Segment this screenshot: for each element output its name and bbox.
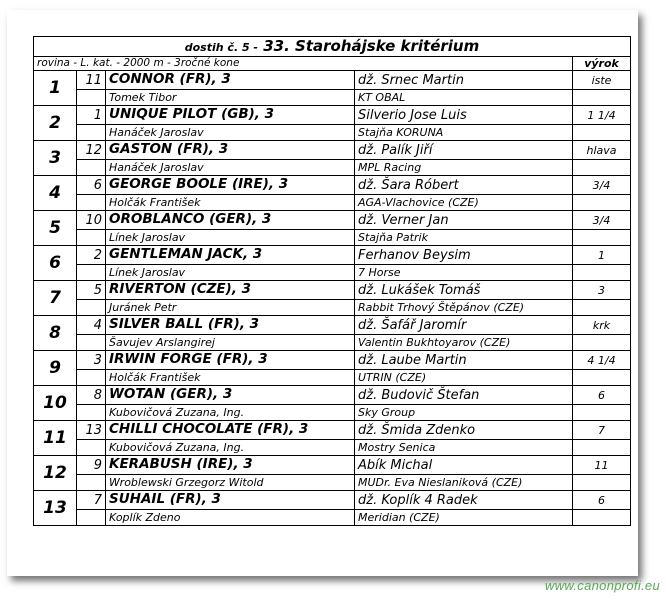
result-row	[34, 71, 631, 90]
owner-name: Sky Group	[355, 405, 573, 421]
result-row-detail	[34, 475, 631, 491]
result-row-detail	[34, 125, 631, 141]
place-cell: 4	[34, 176, 77, 211]
start-number-filler	[77, 125, 106, 141]
jockey-name: dž. Lukášek Tomáš	[355, 281, 573, 300]
start-number-filler	[77, 440, 106, 456]
result-row	[34, 141, 631, 160]
trainer-name: Koplík Zdeno	[106, 510, 355, 526]
jockey-name: dž. Srnec Martin	[355, 71, 573, 90]
jockey-name: dž. Palík Jiří	[355, 141, 573, 160]
jockey-name: dž. Šmida Zdenko	[355, 421, 573, 440]
place-cell: 3	[34, 141, 77, 176]
jockey-name: dž. Koplík 4 Radek	[355, 491, 573, 510]
trainer-name: Juránek Petr	[106, 300, 355, 316]
result-row-detail	[34, 90, 631, 106]
place-cell: 13	[34, 491, 77, 526]
owner-name: Rabbit Trhový Štěpánov (CZE)	[355, 300, 573, 316]
result-row	[34, 351, 631, 370]
start-number: 12	[77, 141, 106, 160]
start-number: 4	[77, 316, 106, 335]
watermark: www.canonprofi.eu	[545, 578, 660, 593]
trainer-name: Tomek Tibor	[106, 90, 355, 106]
finish-margin: 3/4	[573, 176, 631, 195]
trainer-name: Hanáček Jaroslav	[106, 125, 355, 141]
margin-filler	[573, 335, 631, 351]
start-number-filler	[77, 300, 106, 316]
start-number-filler	[77, 335, 106, 351]
result-row-detail	[34, 335, 631, 351]
jockey-name: Ferhanov Beysim	[355, 246, 573, 265]
result-row	[34, 456, 631, 475]
place-cell: 10	[34, 386, 77, 421]
margin-filler	[573, 265, 631, 281]
result-row	[34, 176, 631, 195]
result-row	[34, 281, 631, 300]
trainer-name: Línek Jaroslav	[106, 265, 355, 281]
result-row-detail	[34, 370, 631, 386]
finish-margin: 6	[573, 386, 631, 405]
start-number-filler	[77, 265, 106, 281]
trainer-name: Šavujev Arslangirej	[106, 335, 355, 351]
result-row	[34, 246, 631, 265]
start-number-filler	[77, 195, 106, 211]
horse-name: IRWIN FORGE (FR), 3	[106, 351, 355, 370]
finish-margin: krk	[573, 316, 631, 335]
result-row-detail	[34, 230, 631, 246]
result-row-detail	[34, 440, 631, 456]
place-cell: 1	[34, 71, 77, 106]
owner-name: Meridian (CZE)	[355, 510, 573, 526]
margin-filler	[573, 510, 631, 526]
start-number: 1	[77, 106, 106, 125]
trainer-name: Holčák František	[106, 370, 355, 386]
horse-name: CHILLI CHOCOLATE (FR), 3	[106, 421, 355, 440]
owner-name: KT OBAL	[355, 90, 573, 106]
verdict-header: výrok	[573, 57, 631, 71]
owner-name: MPL Racing	[355, 160, 573, 176]
owner-name: UTRIN (CZE)	[355, 370, 573, 386]
trainer-name: Hanáček Jaroslav	[106, 160, 355, 176]
start-number: 13	[77, 421, 106, 440]
jockey-name: dž. Budovič Štefan	[355, 386, 573, 405]
owner-name: AGA-Vlachovice (CZE)	[355, 195, 573, 211]
race-info: rovina - L. kat. - 2000 m - 3ročné kone	[34, 57, 573, 71]
horse-name: GENTLEMAN JACK, 3	[106, 246, 355, 265]
horse-name: SUHAIL (FR), 3	[106, 491, 355, 510]
start-number-filler	[77, 230, 106, 246]
finish-margin: 7	[573, 421, 631, 440]
trainer-name: Kubovičová Zuzana, Ing.	[106, 405, 355, 421]
horse-name: UNIQUE PILOT (GB), 3	[106, 106, 355, 125]
start-number: 5	[77, 281, 106, 300]
horse-name: GEORGE BOOLE (IRE), 3	[106, 176, 355, 195]
margin-filler	[573, 440, 631, 456]
start-number-filler	[77, 90, 106, 106]
trainer-name: Holčák František	[106, 195, 355, 211]
start-number-filler	[77, 370, 106, 386]
jockey-name: dž. Verner Jan	[355, 211, 573, 230]
finish-margin: 6	[573, 491, 631, 510]
jockey-name: Abík Michal	[355, 456, 573, 475]
result-row-detail	[34, 265, 631, 281]
place-cell: 9	[34, 351, 77, 386]
trainer-name: Wroblewski Grzegorz Witold	[106, 475, 355, 491]
finish-margin: 1	[573, 246, 631, 265]
horse-name: KERABUSH (IRE), 3	[106, 456, 355, 475]
jockey-name: dž. Šara Róbert	[355, 176, 573, 195]
finish-margin: 11	[573, 456, 631, 475]
finish-margin: 4 1/4	[573, 351, 631, 370]
margin-filler	[573, 160, 631, 176]
start-number-filler	[77, 405, 106, 421]
result-row	[34, 106, 631, 125]
finish-margin: hlava	[573, 141, 631, 160]
horse-name: CONNOR (FR), 3	[106, 71, 355, 90]
race-number: dostih č. 5 -	[184, 41, 258, 54]
finish-margin: 1 1/4	[573, 106, 631, 125]
margin-filler	[573, 90, 631, 106]
margin-filler	[573, 370, 631, 386]
margin-filler	[573, 405, 631, 421]
place-cell: 2	[34, 106, 77, 141]
result-row	[34, 421, 631, 440]
owner-name: Stajňa Patrik	[355, 230, 573, 246]
start-number: 8	[77, 386, 106, 405]
jockey-name: dž. Laube Martin	[355, 351, 573, 370]
owner-name: 7 Horse	[355, 265, 573, 281]
place-cell: 6	[34, 246, 77, 281]
horse-name: OROBLANCO (GER), 3	[106, 211, 355, 230]
race-title-cell	[34, 37, 631, 57]
result-row	[34, 316, 631, 335]
horse-name: GASTON (FR), 3	[106, 141, 355, 160]
result-row	[34, 491, 631, 510]
result-row-detail	[34, 160, 631, 176]
start-number: 11	[77, 71, 106, 90]
result-row-detail	[34, 300, 631, 316]
start-number-filler	[77, 510, 106, 526]
margin-filler	[573, 230, 631, 246]
trainer-name: Kubovičová Zuzana, Ing.	[106, 440, 355, 456]
margin-filler	[573, 125, 631, 141]
horse-name: WOTAN (GER), 3	[106, 386, 355, 405]
finish-margin: 3/4	[573, 211, 631, 230]
margin-filler	[573, 300, 631, 316]
start-number-filler	[77, 475, 106, 491]
start-number: 2	[77, 246, 106, 265]
result-row-detail	[34, 510, 631, 526]
start-number: 6	[77, 176, 106, 195]
result-row-detail	[34, 195, 631, 211]
horse-name: SILVER BALL (FR), 3	[106, 316, 355, 335]
start-number: 7	[77, 491, 106, 510]
horse-name: RIVERTON (CZE), 3	[106, 281, 355, 300]
start-number: 10	[77, 211, 106, 230]
owner-name: MUDr. Eva Nieslaniková (CZE)	[355, 475, 573, 491]
result-row	[34, 386, 631, 405]
start-number: 9	[77, 456, 106, 475]
owner-name: Stajňa KORUNA	[355, 125, 573, 141]
finish-margin: 3	[573, 281, 631, 300]
race-title: 33. Starohájske kritérium	[263, 37, 480, 55]
finish-margin: iste	[573, 71, 631, 90]
start-number: 3	[77, 351, 106, 370]
result-row-detail	[34, 405, 631, 421]
margin-filler	[573, 475, 631, 491]
jockey-name: Silverio Jose Luis	[355, 106, 573, 125]
place-cell: 12	[34, 456, 77, 491]
place-cell: 7	[34, 281, 77, 316]
result-row	[34, 211, 631, 230]
owner-name: Mostry Senica	[355, 440, 573, 456]
owner-name: Valentin Bukhtoyarov (CZE)	[355, 335, 573, 351]
trainer-name: Línek Jaroslav	[106, 230, 355, 246]
start-number-filler	[77, 160, 106, 176]
results-sheet	[7, 10, 660, 593]
place-cell: 5	[34, 211, 77, 246]
place-cell: 11	[34, 421, 77, 456]
jockey-name: dž. Šafář Jaromír	[355, 316, 573, 335]
race-results-table	[33, 36, 631, 526]
margin-filler	[573, 195, 631, 211]
place-cell: 8	[34, 316, 77, 351]
